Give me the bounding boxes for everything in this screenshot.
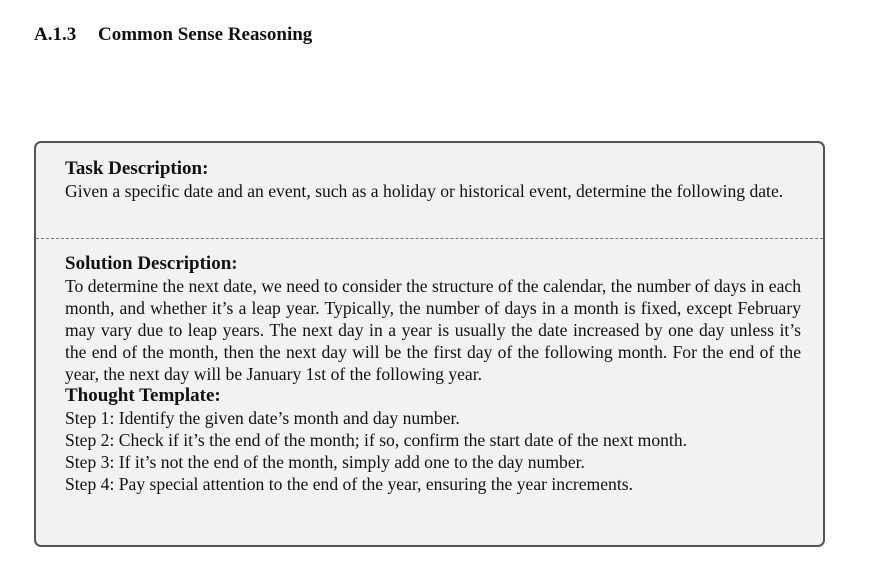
dashed-divider: [36, 238, 823, 239]
solution-description-label: Solution Description:: [65, 253, 238, 274]
prompt-box: [34, 141, 825, 547]
template-step: Step 2: Check if it’s the end of the month; if so, confirm the start date of the next month.: [65, 430, 688, 450]
task-description: [65, 158, 801, 202]
thought-template-label: Thought Template:: [65, 385, 221, 406]
section-number: A.1.3: [34, 24, 77, 45]
task-description-text: Given a specific date and an event, such as a holiday or historical event, determine the following date.: [65, 181, 784, 201]
template-step: Step 4: Pay special attention to the end of the year, ensuring the year increments.: [65, 474, 633, 494]
solution-section: [65, 253, 801, 495]
section-title: Common Sense Reasoning: [98, 24, 313, 45]
template-step: Step 1: Identify the given date’s month and day number.: [65, 408, 460, 428]
section-heading: [34, 24, 312, 46]
task-description-label: Task Description:: [65, 158, 209, 179]
template-step: Step 3: If it’s not the end of the month, simply add one to the day number.: [65, 452, 585, 472]
solution-description-text: To determine the next date, we need to consider the structure of the calendar, the number of days in each month, and whether it’s a leap year. Typically, the number of days in a month is fixed, except February may vary due to leap years. The next day in a year is usually the date increased by one day unless it’s the end of the month, then the next day will be the first day of the following month. For the end of the year, the next day will be January 1st of the following year.: [65, 276, 801, 384]
thought-template-steps: [65, 407, 801, 495]
